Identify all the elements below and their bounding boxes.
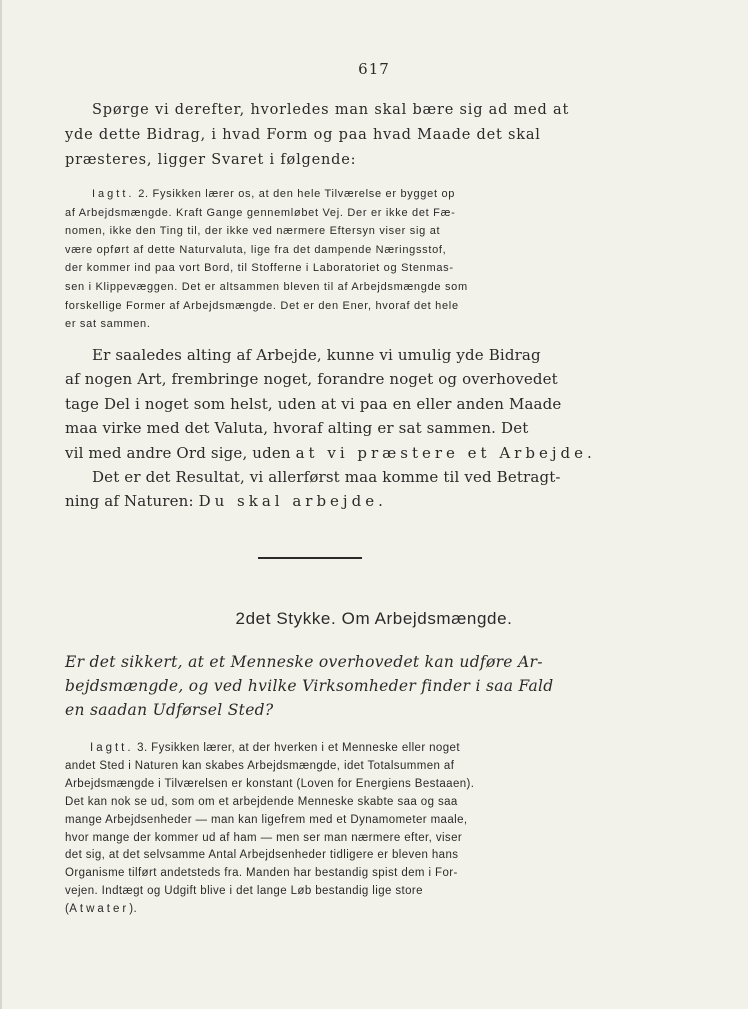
text-line: mange Arbejdsenheder — man kan ligefrem med et Dynamometer maale, [65,813,468,826]
text-line: yde dette Bidrag, i hvad Form og paa hvad Maade det skal [65,127,541,143]
text-line: Spørge vi derefter, hvorledes man skal bære sig ad med at [92,102,570,118]
section-title: 2det Stykke. Om Arbejdsmængde. [235,609,513,628]
section-question [65,650,565,722]
text-line: Arbejdsmængde i Tilværelsen er konstant (Loven for Energiens Bestaaen). [65,777,475,790]
text-line: bejdsmængde, og ved hvilke Virksomheder finder i saa Fald [65,677,554,695]
text-span: ). [129,903,138,916]
page-binding-edge [0,0,2,1009]
text-line: være opført af dette Naturvaluta, lige fra det dampende Næringsstof, [65,243,447,256]
text-line: nomen, ikke den Ting til, der ikke ved nærmere Eftersyn viser sig at [65,225,441,238]
text-line [65,185,565,204]
conclusion-paragraph [65,343,596,514]
observation-label: Iagtt. [90,742,134,754]
text-line: af nogen Art, frembringe noget, forandre noget og overhovedet [65,370,558,389]
text-line: er sat sammen. [65,318,151,331]
text-line: sen i Klippevæggen. Det er altsammen bleven til af Arbejdsmængde som [65,280,468,293]
text-line: Organisme tilført andetsteds fra. Manden har bestandig spist dem i For- [65,867,458,880]
observation-3-paragraph [65,740,565,919]
emphasis-text: Atwater [69,903,130,916]
text-span: ( [65,903,70,916]
text-span: vil med andre Ord sige, uden [65,443,296,462]
text-line: Er det sikkert, at et Menneske overhovedet kan udføre Ar- [65,653,543,671]
text-line: vejen. Indtægt og Udgift blive i det lange Løb bestandig lige store [65,885,423,898]
text-line [65,489,565,513]
text-line: hvor mange der kommer ud af ham — men ser man nærmere efter, viser [65,831,463,844]
text-line: det sig, at det selvsamme Antal Arbejdsenheder tidligere er bleven hans [65,849,459,862]
text-line: Det er det Resultat, vi allerførst maa komme til ved Betragt- [92,468,561,487]
text-line: forskellige Former af Arbejdsmængde. Det er den Ener, hvoraf det hele [65,299,459,312]
text-line [65,441,596,465]
text-span: ning af Naturen: [65,492,199,511]
section-divider [258,557,362,559]
page-number: 617 [358,60,390,78]
text-span: 3. Fysikken lærer, at der hverken i et Menneske eller noget [133,742,460,754]
text-line: en saadan Udførsel Sted? [65,701,274,719]
text-line: maa virke med det Valuta, hvoraf alting er sat sammen. Det [65,419,529,438]
text-line: andet Sted i Naturen kan skabes Arbejdsmængde, idet Totalsummen af [65,759,455,772]
emphasis-text: at vi præstere et Arbejde. [295,443,596,462]
text-line: præsteres, ligger Svaret i følgende: [65,152,357,168]
observation-label: Iagtt. [92,188,135,200]
emphasis-text: Du skal arbejde. [198,492,387,511]
observation-2-paragraph [65,185,565,334]
text-line: der kommer ind paa vort Bord, til Stofferne i Laboratoriet og Stenmas- [65,262,454,275]
text-span: 2. Fysikken lærer os, at den hele Tilværelse er bygget op [134,188,456,200]
intro-paragraph [65,98,570,173]
text-line: Det kan nok se ud, som om et arbejdende Menneske skabte saa og saa [65,795,458,808]
text-line: Er saaledes alting af Arbejde, kunne vi umulig yde Bidrag [92,346,541,364]
text-line [65,740,565,758]
text-line [65,901,565,919]
text-line: tage Del i noget som helst, uden at vi paa en eller anden Maade [65,394,562,413]
text-line: af Arbejdsmængde. Kraft Gange gennemløbet Vej. Der er ikke det Fæ- [65,206,456,219]
